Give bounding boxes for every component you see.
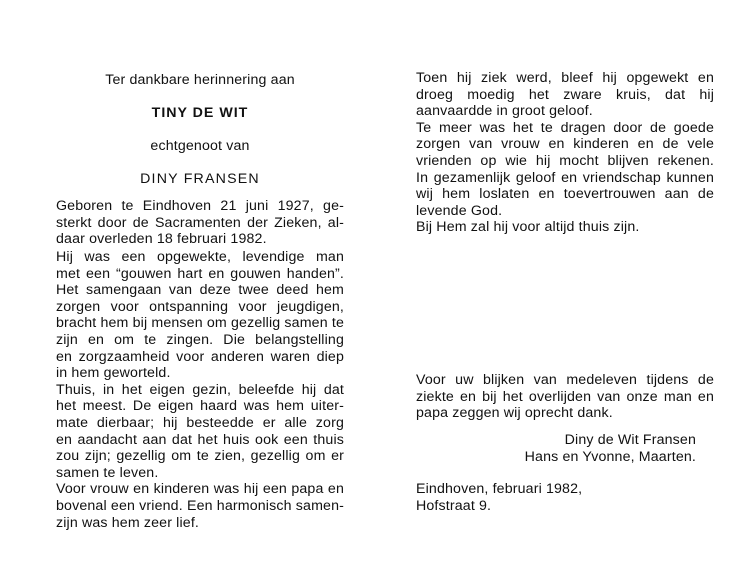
body-line: zorgen voor ontspanning voor jeugdigen, [56, 298, 344, 315]
thanks-paragraph [416, 372, 714, 422]
signature-line: Hans en Yvonne, Maarten. [524, 448, 696, 465]
body-line: wij hem loslaten en toevertrouwen aan de [416, 186, 714, 203]
body-line: Het samengaan van deze twee deed hem [56, 282, 344, 299]
address: Hofstraat 9. [416, 497, 492, 514]
body-line: droeg moedig het zware kruis, dat hij [416, 86, 714, 103]
relation-label: echtgenoot van [150, 138, 250, 154]
body-line: In gezamenlijk geloof en vriendschap kunnen [416, 169, 714, 186]
birth-line: sterkt door de Sacramenten der Zieken, al- [56, 214, 344, 231]
signature-block [416, 432, 696, 465]
body-line: in hem geworteld. [56, 365, 171, 382]
body-line: bracht hem bij mensen om gezellig samen te [56, 315, 344, 332]
right-column [416, 0, 714, 584]
body-line: Bij Hem zal hij voor altijd thuis zijn. [416, 219, 640, 236]
left-column [56, 0, 344, 584]
body-line: aanvaardde in groot geloof. [416, 103, 593, 120]
body-line: levende God. [416, 202, 503, 219]
body-line: met een “gouwen hart en gouwen handen”. [56, 265, 344, 282]
body-line: Voor vrouw en kinderen was hij een papa en [56, 481, 344, 498]
thanks-line: Voor uw blijken van medeleven tijdens de [416, 372, 714, 388]
body-line: en zorgzaamheid voor anderen waren diep [56, 348, 344, 365]
body-line: het meest. De eigen haard was hem uiter- [56, 398, 344, 415]
body-line: Hij was een opgewekte, levendige man [56, 249, 344, 265]
thanks-line: ziekte en bij het overlijden van onze man en [416, 388, 714, 405]
signature-line: Diny de Wit Fransen [564, 432, 696, 448]
body-line: mate dierbaar; hij besteedde er alle zorg [56, 414, 344, 431]
body-line: vrienden op wie hij mocht blijven rekenen. [416, 152, 714, 169]
body-line: zorgen van vrouw en kinderen en de vele [416, 136, 714, 153]
body-line: samen te leven. [56, 464, 159, 481]
body-line: zou zijn; gezellig om te zien, gezellig om er [56, 448, 344, 465]
spouse-name: DINY FRANSEN [140, 171, 260, 187]
birth-death-paragraph [56, 198, 344, 248]
body-line: Thuis, in het eigen gezin, beleefde hij dat [56, 381, 344, 398]
body-line: bovenal een vriend. Een harmonisch samen- [56, 497, 344, 514]
thanks-line: papa zeggen wij oprecht dank. [416, 405, 613, 422]
birth-line: daar overleden 18 februari 1982. [56, 231, 267, 248]
body-line: Toen hij ziek werd, bleef hij opgewekt en [416, 70, 714, 86]
body-line: Te meer was het te dragen door de goede [416, 119, 714, 136]
place-date-block [416, 481, 714, 514]
body-line: zijn en om te zingen. Die belangstelling [56, 331, 344, 348]
deceased-name: TINY DE WIT [151, 105, 249, 121]
card-heading: Ter dankbare herinnering aan [105, 72, 295, 88]
place-date: Eindhoven, februari 1982, [416, 481, 583, 497]
life-description [56, 249, 344, 531]
body-line: zijn was hem zeer lief. [56, 514, 200, 531]
birth-line: Geboren te Eindhoven 21 juni 1927, ge- [56, 198, 344, 214]
body-line: en aandacht aan dat het huis ook een thuis [56, 431, 344, 448]
illness-paragraph [416, 70, 714, 236]
